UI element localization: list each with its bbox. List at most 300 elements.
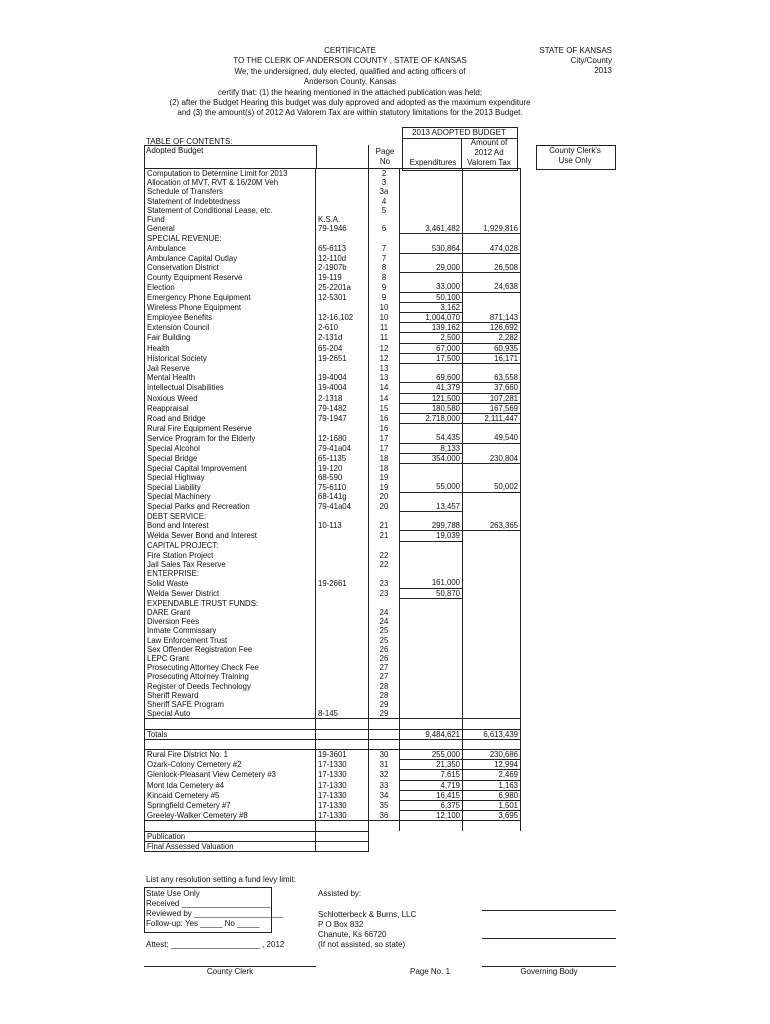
ksa-ref bbox=[316, 197, 369, 206]
expenditures-value bbox=[400, 608, 463, 617]
ksa-ref bbox=[316, 672, 369, 681]
page-no bbox=[369, 234, 400, 244]
ad-valorem-value: 2,282 bbox=[463, 333, 521, 343]
page-no: 26 bbox=[369, 645, 400, 654]
budget-table bbox=[144, 168, 521, 852]
page-no: 20 bbox=[369, 502, 400, 512]
page-no: 25 bbox=[369, 626, 400, 635]
ad-valorem-value: 26,508 bbox=[463, 263, 521, 273]
expenditures-value: 139,162 bbox=[400, 323, 463, 333]
ad-valorem-value bbox=[463, 645, 521, 654]
ksa-ref: K.S.A. bbox=[316, 215, 369, 224]
fund-name: Reappraisal bbox=[145, 403, 316, 413]
ksa-ref: 12-16,102 bbox=[316, 313, 369, 323]
ksa-ref: 75-6110 bbox=[316, 482, 369, 492]
page-no: 9 bbox=[369, 292, 400, 302]
table-row bbox=[145, 282, 521, 292]
fund-name: Greeley-Walker Cemetery #8 bbox=[145, 811, 316, 821]
clerk-line: TO THE CLERK OF ANDERSON COUNTY , STATE OF KANSAS bbox=[233, 56, 467, 65]
ad-valorem-value bbox=[463, 443, 521, 453]
fund-name: Ozark-Colony Cemetery #2 bbox=[145, 760, 316, 770]
governing-body-label: Governing Body bbox=[520, 967, 578, 976]
expenditures-value: 1,004,070 bbox=[400, 313, 463, 323]
fund-name: SPECIAL REVENUE: bbox=[145, 234, 316, 244]
cemetery-row bbox=[145, 760, 521, 770]
ad-valorem-value: 1,929,816 bbox=[463, 224, 521, 234]
spacer-cell bbox=[463, 739, 521, 749]
adopted-budget-title: 2013 ADOPTED BUDGET bbox=[412, 128, 506, 137]
blank-cell bbox=[316, 831, 369, 841]
page-no: 24 bbox=[369, 608, 400, 617]
fund-name: Fair Building bbox=[145, 333, 316, 343]
ad-valorem-value bbox=[463, 608, 521, 617]
ad-valorem-value bbox=[463, 273, 521, 283]
expenditures-value bbox=[400, 654, 463, 663]
ad-valorem-value bbox=[463, 598, 521, 608]
table-row bbox=[145, 215, 521, 224]
ksa-ref: 19-3601 bbox=[316, 750, 369, 760]
spacer-cell bbox=[369, 719, 400, 729]
ad-valorem-value bbox=[463, 512, 521, 522]
expenditures-value bbox=[400, 187, 463, 196]
ad-valorem-value bbox=[463, 253, 521, 263]
table-row bbox=[145, 343, 521, 353]
ad-valorem-value bbox=[463, 464, 521, 474]
spacer-cell bbox=[463, 821, 521, 831]
cemetery-row bbox=[145, 780, 521, 790]
page-no: 35 bbox=[369, 801, 400, 811]
followup-field[interactable]: Follow-up: Yes _____ No _____ bbox=[146, 919, 260, 928]
fund-name: Ambulance Capital Outlay bbox=[145, 253, 316, 263]
table-row bbox=[145, 598, 521, 608]
ad-valorem-value: 230,804 bbox=[463, 453, 521, 463]
fund-name: Special Alcohol bbox=[145, 443, 316, 453]
ad-valorem-value bbox=[463, 234, 521, 244]
expenditures-value: 12,100 bbox=[400, 811, 463, 821]
ad-valorem-value: 126,692 bbox=[463, 323, 521, 333]
spacer-row bbox=[145, 821, 521, 831]
fund-name: Special Parks and Recreation bbox=[145, 502, 316, 512]
totals-ksa bbox=[316, 729, 369, 739]
ksa-ref bbox=[316, 700, 369, 709]
page-no bbox=[369, 598, 400, 608]
table-row bbox=[145, 617, 521, 626]
ad-valorem-value: 263,365 bbox=[463, 521, 521, 531]
table-row bbox=[145, 178, 521, 187]
page-no: 17 bbox=[369, 433, 400, 443]
adopted-budget-label: Adopted Budget bbox=[146, 146, 204, 155]
ksa-ref: 17-1330 bbox=[316, 790, 369, 800]
ad-valorem-value bbox=[463, 197, 521, 206]
fund-name: Sheriff Reward bbox=[145, 691, 316, 700]
spacer-cell bbox=[316, 821, 369, 831]
fund-name: Schedule of Transfers bbox=[145, 187, 316, 196]
table-row bbox=[145, 353, 521, 363]
page-no: 19 bbox=[369, 473, 400, 482]
page-no: 5 bbox=[369, 206, 400, 215]
ad-valorem-value bbox=[463, 617, 521, 626]
fund-name: County Equipment Reserve bbox=[145, 273, 316, 283]
page-no: 34 bbox=[369, 790, 400, 800]
page-no bbox=[369, 541, 400, 551]
ksa-ref bbox=[316, 302, 369, 312]
page-no: 12 bbox=[369, 353, 400, 363]
table-row bbox=[145, 521, 521, 531]
fund-name: Law Enforcement Trust bbox=[145, 636, 316, 645]
fund-name: EXPENDABLE TRUST FUNDS: bbox=[145, 598, 316, 608]
page-no: 27 bbox=[369, 672, 400, 681]
expenditures-value bbox=[400, 709, 463, 719]
final-valuation-row bbox=[145, 841, 521, 851]
county-clerk-label: County Clerk bbox=[206, 967, 254, 976]
fund-name: Diversion Fees bbox=[145, 617, 316, 626]
ad-valorem-value bbox=[463, 636, 521, 645]
expenditures-value: 3,461,482 bbox=[400, 224, 463, 234]
ad-valorem-value bbox=[463, 654, 521, 663]
ad-valorem-value bbox=[463, 691, 521, 700]
table-row bbox=[145, 636, 521, 645]
expenditures-value: 69,600 bbox=[400, 373, 463, 383]
expenditures-value bbox=[400, 617, 463, 626]
ad-valorem-value bbox=[463, 502, 521, 512]
page-no: 3 bbox=[369, 178, 400, 187]
spacer-cell bbox=[316, 719, 369, 729]
page-no: 12 bbox=[369, 343, 400, 353]
expenditures-value: 13,457 bbox=[400, 502, 463, 512]
fund-name: Special Bridge bbox=[145, 453, 316, 463]
fund-name: General bbox=[145, 224, 316, 234]
page-no: 16 bbox=[369, 424, 400, 434]
spacer-cell bbox=[400, 719, 463, 729]
page-left-line bbox=[368, 145, 369, 168]
spacer-cell bbox=[400, 739, 463, 749]
ad-valorem-value: 2,111,447 bbox=[463, 414, 521, 424]
page-no: 32 bbox=[369, 770, 400, 780]
ksa-ref: 8-145 bbox=[316, 709, 369, 719]
table-row bbox=[145, 531, 521, 541]
expenditures-value bbox=[400, 234, 463, 244]
ksa-ref: 79-1946 bbox=[316, 224, 369, 234]
expenditures-value: 17,500 bbox=[400, 353, 463, 363]
fund-name: Prosecuting Attorney Training bbox=[145, 672, 316, 681]
ad-valorem-value bbox=[463, 663, 521, 672]
spacer-cell bbox=[369, 739, 400, 749]
fund-name: Ambulance bbox=[145, 244, 316, 254]
fund-name: Service Program for the Elderly bbox=[145, 433, 316, 443]
fund-name: Fire Station Project bbox=[145, 551, 316, 560]
page-no: 13 bbox=[369, 364, 400, 374]
if-not-assisted: (If not assisted, so state) bbox=[318, 940, 406, 949]
table-row bbox=[145, 700, 521, 709]
page-no: 25 bbox=[369, 636, 400, 645]
fund-name: Register of Deeds Technology bbox=[145, 682, 316, 691]
ksa-ref bbox=[316, 187, 369, 196]
table-row bbox=[145, 608, 521, 617]
spacer-cell bbox=[463, 719, 521, 729]
table-row bbox=[145, 433, 521, 443]
ksa-ref: 65-204 bbox=[316, 343, 369, 353]
page-no: 30 bbox=[369, 750, 400, 760]
ksa-ref: 79-41a04 bbox=[316, 443, 369, 453]
ad-valorem-value bbox=[463, 187, 521, 196]
table-row bbox=[145, 364, 521, 374]
expenditures-label: Expenditures bbox=[409, 158, 457, 167]
page-no: 3a bbox=[369, 187, 400, 196]
page-no: 18 bbox=[369, 453, 400, 463]
attest-field[interactable]: Attest: ____________________ , 2012 bbox=[146, 940, 285, 949]
toc-left-line bbox=[144, 145, 145, 168]
signature-line-2[interactable] bbox=[482, 938, 616, 939]
ad-valorem-value: 1,501 bbox=[463, 801, 521, 811]
ksa-ref: 17-1330 bbox=[316, 780, 369, 790]
ksa-ref: 17-1330 bbox=[316, 811, 369, 821]
ksa-ref: 19-119 bbox=[316, 273, 369, 283]
page-no: 23 bbox=[369, 578, 400, 588]
table-row bbox=[145, 560, 521, 569]
signature-line-1[interactable] bbox=[482, 910, 616, 911]
table-row bbox=[145, 663, 521, 672]
firm-city: Chanute, Ks 66720 bbox=[318, 930, 387, 939]
expenditures-value: 33,000 bbox=[400, 282, 463, 292]
table-row bbox=[145, 224, 521, 234]
expenditures-value: 2,718,000 bbox=[400, 414, 463, 424]
ad-valorem-value bbox=[463, 302, 521, 312]
page-no: 8 bbox=[369, 263, 400, 273]
page-no: 33 bbox=[369, 780, 400, 790]
fund-name: Noxious Weed bbox=[145, 393, 316, 403]
expenditures-value bbox=[400, 636, 463, 645]
table-row bbox=[145, 292, 521, 302]
fund-name: Welda Sewer District bbox=[145, 588, 316, 598]
page-no: 36 bbox=[369, 811, 400, 821]
table-row bbox=[145, 443, 521, 453]
resolution-label: List any resolution setting a fund levy limit: bbox=[146, 875, 296, 884]
page-no: 22 bbox=[369, 560, 400, 569]
ad-valorem-value: 3,695 bbox=[463, 811, 521, 821]
state-use-label: State Use Only bbox=[146, 889, 200, 898]
ksa-ref bbox=[316, 608, 369, 617]
ksa-ref bbox=[316, 512, 369, 522]
ad-valorem-value: 24,638 bbox=[463, 282, 521, 292]
expenditures-value bbox=[400, 700, 463, 709]
table-row bbox=[145, 551, 521, 560]
table-row bbox=[145, 197, 521, 206]
publication-row-label: Publication bbox=[145, 831, 316, 841]
expenditures-value bbox=[400, 253, 463, 263]
table-row bbox=[145, 244, 521, 254]
ad-valorem-value bbox=[463, 569, 521, 578]
expenditures-value bbox=[400, 215, 463, 224]
cemetery-row bbox=[145, 801, 521, 811]
expenditures-value bbox=[400, 178, 463, 187]
page-no: 31 bbox=[369, 760, 400, 770]
fund-name: Inmate Commissary bbox=[145, 626, 316, 635]
totals-page bbox=[369, 729, 400, 739]
spacer-cell bbox=[369, 821, 400, 831]
fund-name: Wireless Phone Equipment bbox=[145, 302, 316, 312]
table-row bbox=[145, 373, 521, 383]
ad-valorem-value: 37,660 bbox=[463, 383, 521, 393]
fund-name: Jail Reserve bbox=[145, 364, 316, 374]
totals-label: Totals bbox=[145, 729, 316, 739]
reviewed-field[interactable]: Reviewed by ____________________ bbox=[146, 909, 284, 918]
table-row bbox=[145, 578, 521, 588]
ad-valorem-value: 50,002 bbox=[463, 482, 521, 492]
expenditures-value bbox=[400, 512, 463, 522]
ksa-ref bbox=[316, 424, 369, 434]
spacer-cell bbox=[145, 821, 316, 831]
page-no: 19 bbox=[369, 482, 400, 492]
expenditures-value: 19,039 bbox=[400, 531, 463, 541]
ksa-ref bbox=[316, 551, 369, 560]
fund-name: Special Liability bbox=[145, 482, 316, 492]
ad-valorem-value bbox=[463, 292, 521, 302]
spacer-cell bbox=[145, 719, 316, 729]
table-row bbox=[145, 333, 521, 343]
fund-name: Rural Fire District No. 1 bbox=[145, 750, 316, 760]
expenditures-value bbox=[400, 645, 463, 654]
expenditures-value: 16,415 bbox=[400, 790, 463, 800]
table-row bbox=[145, 393, 521, 403]
fund-name: Welda Sewer Bond and Interest bbox=[145, 531, 316, 541]
expenditures-value: 21,350 bbox=[400, 760, 463, 770]
ad-valorem-value bbox=[463, 682, 521, 691]
expenditures-value: 50,100 bbox=[400, 292, 463, 302]
page-no: 8 bbox=[369, 273, 400, 283]
header-col-divider bbox=[461, 138, 462, 169]
city-county-label: City/County bbox=[570, 56, 612, 65]
page-no bbox=[369, 215, 400, 224]
fund-name: Special Machinery bbox=[145, 492, 316, 502]
ksa-ref bbox=[316, 636, 369, 645]
ad-valorem-value: 6,980 bbox=[463, 790, 521, 800]
ad-valorem-value: 16,171 bbox=[463, 353, 521, 363]
ad-valorem-value bbox=[463, 215, 521, 224]
cemetery-row bbox=[145, 750, 521, 760]
table-row bbox=[145, 691, 521, 700]
expenditures-value: 41,379 bbox=[400, 383, 463, 393]
ksa-ref bbox=[316, 531, 369, 541]
fund-name: Glenlock-Pleasant View Cemetery #3 bbox=[145, 770, 316, 780]
spacer-cell bbox=[145, 739, 316, 749]
page-no: 22 bbox=[369, 551, 400, 560]
table-row bbox=[145, 645, 521, 654]
ksa-ref bbox=[316, 691, 369, 700]
fund-name: Springfield Cemetery #7 bbox=[145, 801, 316, 811]
page-no: 14 bbox=[369, 393, 400, 403]
expenditures-value: 4,719 bbox=[400, 780, 463, 790]
ksa-ref bbox=[316, 588, 369, 598]
fund-name: Fund bbox=[145, 215, 316, 224]
page-no: 7 bbox=[369, 253, 400, 263]
fund-name: LEPC Grant bbox=[145, 654, 316, 663]
ksa-ref: 19-4004 bbox=[316, 373, 369, 383]
expenditures-value bbox=[400, 364, 463, 374]
ad-valorem-value bbox=[463, 178, 521, 187]
expenditures-value: 6,375 bbox=[400, 801, 463, 811]
no-label: No bbox=[379, 157, 391, 166]
ad-valorem-value: 871,143 bbox=[463, 313, 521, 323]
expenditures-value: 50,870 bbox=[400, 588, 463, 598]
table-row bbox=[145, 569, 521, 578]
state-label: STATE OF KANSAS bbox=[539, 46, 612, 55]
ksa-ref: 2-1907b bbox=[316, 263, 369, 273]
cemetery-row bbox=[145, 770, 521, 780]
ad-valorem-value: 1,163 bbox=[463, 780, 521, 790]
ad-valorem-value bbox=[463, 672, 521, 681]
table-row bbox=[145, 263, 521, 273]
fund-name: ENTERPRISE: bbox=[145, 569, 316, 578]
fund-name: Special Capital Improvement bbox=[145, 464, 316, 474]
table-row bbox=[145, 253, 521, 263]
ksa-ref: 2-610 bbox=[316, 323, 369, 333]
ksa-ref: 12-110d bbox=[316, 253, 369, 263]
expenditures-value: 2,500 bbox=[400, 333, 463, 343]
certify-line-1: certify that: (1) the hearing mentioned in the attached publication was held; bbox=[217, 88, 483, 97]
table-row bbox=[145, 403, 521, 413]
page-no: 21 bbox=[369, 531, 400, 541]
page-no: 4 bbox=[369, 197, 400, 206]
cemetery-row bbox=[145, 790, 521, 800]
table-row bbox=[145, 323, 521, 333]
totals-row bbox=[145, 729, 521, 739]
ad-valorem-value: 49,540 bbox=[463, 433, 521, 443]
ksa-ref: 12-5301 bbox=[316, 292, 369, 302]
po-box: P O Box 832 bbox=[318, 920, 364, 929]
ad-valorem-value: 107,281 bbox=[463, 393, 521, 403]
ksa-ref: 65-6113 bbox=[316, 244, 369, 254]
expenditures-value: 121,500 bbox=[400, 393, 463, 403]
spacer-cell bbox=[400, 821, 463, 831]
received-field[interactable]: Received ____________________ bbox=[146, 899, 271, 908]
table-row bbox=[145, 169, 521, 179]
table-row bbox=[145, 541, 521, 551]
page-no: 27 bbox=[369, 663, 400, 672]
page-no bbox=[369, 512, 400, 522]
fund-name: Extension Council bbox=[145, 323, 316, 333]
fund-name: Historical Society bbox=[145, 353, 316, 363]
expenditures-value bbox=[400, 598, 463, 608]
ad-valorem-value bbox=[463, 709, 521, 719]
assisted-label: Assisted by: bbox=[318, 889, 362, 898]
fund-name: Allocation of MVT, RVT & 16/20M Veh bbox=[145, 178, 316, 187]
page-no: 7 bbox=[369, 244, 400, 254]
ad-valorem-value bbox=[463, 473, 521, 482]
ksa-ref: 17-1330 bbox=[316, 770, 369, 780]
table-row bbox=[145, 424, 521, 434]
ad-valorem-value: 12,994 bbox=[463, 760, 521, 770]
expenditures-value bbox=[400, 560, 463, 569]
year-label: 2013 bbox=[594, 66, 612, 75]
ad-valorem-value bbox=[463, 541, 521, 551]
valorem-label: Valorem Tax bbox=[467, 158, 511, 167]
final-valuation-row-label: Final Assessed Valuation bbox=[145, 841, 316, 851]
table-row bbox=[145, 626, 521, 635]
ksa-ref: 17-1330 bbox=[316, 801, 369, 811]
ksa-ref: 79-41a04 bbox=[316, 502, 369, 512]
expenditures-value bbox=[400, 197, 463, 206]
expenditures-value bbox=[400, 464, 463, 474]
ad-valorem-value bbox=[463, 206, 521, 215]
expenditures-value: 255,000 bbox=[400, 750, 463, 760]
ksa-ref: 2-131d bbox=[316, 333, 369, 343]
fund-name: Conservation District bbox=[145, 263, 316, 273]
ad-valorem-value: 167,569 bbox=[463, 403, 521, 413]
expenditures-value: 530,864 bbox=[400, 244, 463, 254]
ksa-ref: 19-4004 bbox=[316, 383, 369, 393]
clerk-use-label-1: County Clerk's bbox=[549, 146, 601, 155]
fund-name: Mont Ida Cemetery #4 bbox=[145, 780, 316, 790]
